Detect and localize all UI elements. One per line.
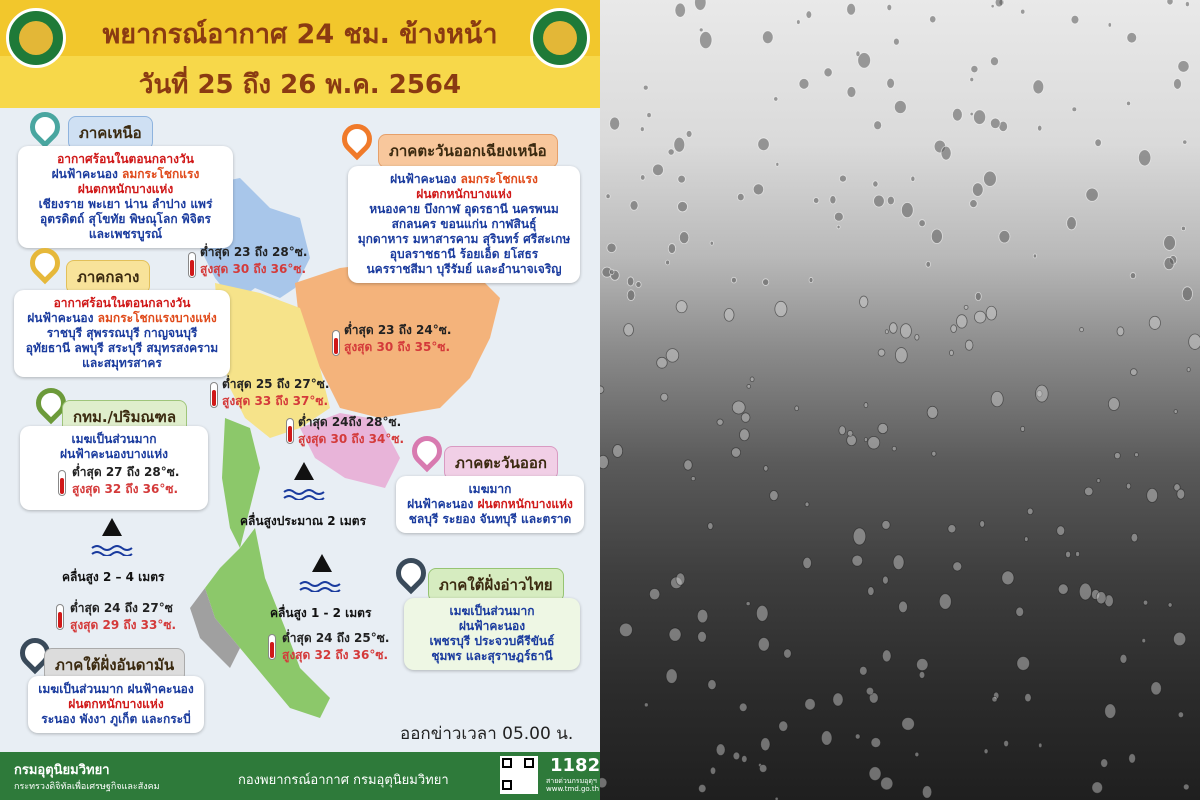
raindrop: [984, 171, 997, 186]
raindrop: [927, 406, 938, 418]
raindrop: [847, 86, 856, 97]
raindrop: [951, 325, 957, 333]
raindrop: [762, 31, 773, 44]
raindrop: [652, 164, 663, 176]
raindrop: [758, 138, 769, 151]
ministry-logo: [6, 8, 66, 68]
raindrop: [1178, 712, 1183, 718]
raindrop: [1096, 592, 1106, 604]
raindrop: [779, 721, 788, 731]
raindrop: [952, 108, 962, 121]
raindrop: [1173, 632, 1185, 645]
raindrop: [895, 348, 907, 363]
raindrop: [1189, 334, 1200, 349]
raindrop: [809, 277, 813, 282]
raindrop: [1147, 488, 1158, 502]
raindrop: [1071, 15, 1079, 24]
raindrop: [746, 602, 750, 606]
raindrop: [1097, 479, 1100, 483]
raindrop: [986, 306, 997, 320]
south-andaman-thermometer-icon: [56, 604, 64, 630]
raindrop: [764, 466, 768, 472]
raindrop: [1080, 328, 1084, 332]
issued-time: ออกข่าวเวลา 05.00 น.: [400, 724, 574, 744]
raindrop: [676, 573, 685, 585]
poster-footer: [0, 752, 600, 800]
raindrop: [853, 528, 866, 545]
raindrop: [887, 78, 895, 88]
raindrop: [1181, 226, 1185, 230]
raindrop: [710, 241, 713, 245]
central-thermometer-icon: [210, 382, 218, 408]
raindrop: [1033, 80, 1044, 94]
raindrop: [1105, 704, 1116, 718]
raindrop: [666, 349, 679, 363]
raindrop: [613, 445, 623, 458]
raindrop: [1017, 656, 1030, 670]
raindrop: [1072, 107, 1077, 112]
raindrop: [1182, 287, 1192, 301]
raindrop: [1117, 327, 1124, 336]
raindrop: [839, 426, 846, 435]
raindrop: [666, 669, 677, 684]
raindrop: [813, 198, 818, 204]
raindrop: [1126, 483, 1130, 489]
raindrop: [1187, 367, 1190, 371]
raindrop: [984, 749, 988, 754]
division-name: กองพยากรณ์อากาศ กรมอุตุนิยมวิทยา: [238, 773, 449, 788]
raindrop: [1142, 638, 1146, 642]
bangkok-temp: ต่ำสุด 27 ถึง 28°ซ. สูงสุด 32 ถึง 36°ซ.: [72, 465, 180, 496]
raindrop: [669, 628, 681, 641]
raindrop: [919, 672, 925, 679]
raindrop: [990, 57, 998, 66]
raindrop: [901, 203, 913, 218]
raindrop: [803, 557, 812, 568]
raindrop: [922, 786, 931, 798]
raindrop: [640, 175, 645, 180]
hotline-number: 1182: [550, 755, 600, 776]
raindrop: [871, 738, 881, 748]
north-box: อากาศร้อนในตอนกลางวัน ฝนฟ้าคะนอง ลมกระโชกแรง ฝนตกหนักบางแห่ง เชียงราย พะเยา น่าน ลำปาง แพร่ อุตรดิตถ์ สุโขทัย พิษณุโลก พิจิตร และเพชรบูรณ์: [18, 146, 233, 248]
raindrop: [1004, 740, 1009, 746]
raindrop: [1174, 410, 1177, 414]
raindrop: [806, 11, 812, 19]
raindrop: [1057, 526, 1065, 536]
raindrop: [833, 693, 843, 706]
raindrop: [1114, 452, 1120, 458]
raindrop: [675, 3, 685, 17]
raindrop: [995, 0, 1003, 7]
raindrop: [1164, 257, 1174, 269]
raindrop: [1101, 759, 1108, 767]
raindrop: [970, 200, 977, 208]
raindrop: [756, 605, 768, 621]
raindrop: [980, 521, 985, 528]
raindrop: [1129, 754, 1136, 763]
qr-code-icon: [500, 756, 538, 794]
east-box: เมฆมาก ฝนฟ้าคะนอง ฝนตกหนักบางแห่ง ชลบุรี ระยอง จันทบุรี และตราด: [396, 476, 584, 533]
raindrop: [972, 183, 983, 197]
raindrop: [600, 455, 608, 468]
boat-icon: [102, 518, 122, 536]
raindrop: [852, 555, 863, 566]
raindrop: [878, 349, 885, 356]
raindrop: [830, 196, 836, 204]
raindrop: [676, 301, 687, 313]
hotline-label: สายด่วนกรมอุตุฯ www.tmd.go.th: [546, 777, 599, 793]
ministry-name: กระทรวงดิจิทัลเพื่อเศรษฐกิจและสังคม: [14, 782, 160, 792]
raindrop: [619, 623, 632, 637]
raindrop: [883, 576, 889, 584]
raindrop: [747, 384, 751, 388]
raindrop: [881, 777, 893, 790]
raindrop: [953, 562, 962, 571]
raindrop: [607, 243, 616, 252]
raindrop: [964, 305, 968, 309]
raindrop: [971, 65, 978, 72]
raindrop: [869, 767, 881, 781]
raindrop: [649, 588, 659, 599]
raindrop: [970, 77, 974, 81]
raindrop: [1092, 782, 1103, 793]
raindrop: [774, 97, 778, 101]
raindrop: [733, 752, 740, 760]
raindrop: [999, 230, 1010, 242]
raindrop: [990, 118, 1000, 128]
raindrop: [666, 260, 670, 265]
south-andaman-title: ภาคใต้ฝั่งอันดามัน: [44, 648, 185, 682]
raindrop: [739, 703, 747, 711]
raindrop: [674, 137, 685, 152]
south-andaman-temp: ต่ำสุด 24 ถึง 27°ซ สูงสุด 29 ถึง 33°ซ.: [70, 601, 177, 632]
bangkok-title: กทม./ปริมณฑล: [62, 400, 187, 434]
raindrop: [1002, 571, 1014, 585]
raindrop: [1168, 603, 1172, 607]
raindrop: [695, 0, 706, 10]
raindrop: [716, 744, 725, 756]
raindrop: [1086, 188, 1098, 201]
raindrop: [941, 146, 951, 160]
raindrop: [885, 330, 888, 334]
raindrop: [1131, 533, 1138, 542]
raindrop: [640, 127, 644, 132]
raindrop: [805, 698, 815, 710]
raindrop: [855, 734, 860, 739]
raindrop: [919, 220, 925, 227]
central-box: อากาศร้อนในตอนกลางวัน ฝนฟ้าคะนอง ลมกระโชกแรงบางแห่ง ราชบุรี สุพรรณบุรี กาญจนบุรี อุทัยธานี ลพบุรี สระบุรี สมุทรสงคราม และสมุทรสาคร: [14, 290, 230, 377]
raindrop: [636, 282, 641, 288]
raindrop: [624, 324, 634, 336]
raindrop: [970, 112, 973, 116]
raindrop: [864, 403, 868, 408]
north-title: ภาคเหนือ: [68, 116, 153, 150]
bangkok-box: เมฆเป็นส่วนมาก ฝนฟ้าคะนองบางแห่ง: [20, 426, 208, 510]
raindrop: [610, 269, 614, 274]
raindrop: [627, 277, 633, 286]
raindrop: [930, 16, 936, 23]
gulf-upper-wave-text: คลื่นสูงประมาณ 2 เมตร: [240, 514, 367, 528]
raindrop: [708, 680, 716, 690]
wave-icon: [90, 544, 134, 556]
poster-header: [0, 0, 600, 108]
raindrop: [868, 587, 874, 596]
raindrop: [992, 696, 997, 701]
raindrop: [610, 117, 620, 130]
south-gulf-temp: ต่ำสุด 24 ถึง 25°ซ. สูงสุด 32 ถึง 36°ซ.: [282, 631, 390, 662]
raindrop: [1033, 254, 1036, 258]
raindrop: [860, 666, 868, 675]
northeast-temp: ต่ำสุด 23 ถึง 24°ซ. สูงสุด 30 ถึง 35°ซ.: [344, 323, 452, 354]
north-temp: ต่ำสุด 23 ถึง 28°ซ. สูงสุด 30 ถึง 36°ซ.: [200, 245, 308, 276]
raindrop: [847, 3, 856, 15]
raindrop: [1130, 369, 1137, 376]
raindrop: [805, 502, 809, 507]
raindrop: [678, 201, 688, 211]
raindrop: [678, 175, 686, 183]
raindrop: [784, 649, 792, 658]
raindrop: [759, 764, 766, 772]
raindrop: [1066, 551, 1071, 557]
east-temp: ต่ำสุด 24ถึง 28°ซ. สูงสุด 30 ถึง 34°ซ.: [298, 415, 405, 446]
raindrop: [710, 767, 715, 774]
raindrop: [1126, 101, 1130, 105]
raindrop: [965, 340, 973, 350]
raindrop: [882, 520, 890, 529]
raindrop: [647, 113, 651, 118]
central-temp: ต่ำสุด 25 ถึง 27°ซ. สูงสุด 33 ถึง 37°ซ.: [222, 377, 330, 408]
raindrop: [839, 175, 846, 182]
raindrop: [894, 38, 900, 45]
raindrop: [753, 184, 763, 195]
raindrop: [932, 451, 936, 456]
raindrop: [1138, 150, 1150, 166]
raindrop: [700, 31, 712, 48]
raindrop: [948, 525, 956, 533]
raindrop: [679, 232, 688, 244]
raindrop: [900, 324, 911, 338]
thailand-map: [0, 108, 600, 748]
raindrop: [878, 423, 888, 433]
raindrop: [627, 290, 635, 301]
raindrop: [1185, 2, 1189, 7]
raindrop: [847, 431, 852, 437]
raindrop: [686, 130, 692, 137]
raindrop: [1039, 743, 1042, 747]
raindrop: [956, 315, 967, 328]
rain-window-photo: [600, 0, 1200, 800]
raindrop: [1167, 0, 1173, 5]
raindrop: [708, 523, 713, 530]
south-gulf-thermometer-icon: [268, 634, 276, 660]
raindrop: [1067, 217, 1077, 230]
raindrop: [797, 20, 801, 25]
raindrop: [770, 490, 778, 500]
raindrop: [600, 778, 607, 788]
raindrop: [975, 292, 981, 300]
raindrop: [873, 181, 878, 187]
raindrop: [874, 195, 885, 207]
raindrop: [668, 244, 675, 254]
raindrop: [742, 755, 747, 762]
raindrop: [894, 100, 906, 113]
raindrop: [1095, 139, 1101, 147]
raindrop: [902, 718, 915, 731]
raindrop: [657, 357, 668, 368]
raindrop: [1021, 9, 1025, 14]
raindrop: [856, 51, 860, 57]
raindrop: [761, 738, 770, 751]
raindrop: [824, 68, 832, 77]
raindrop: [1164, 235, 1176, 250]
raindrop: [915, 334, 919, 340]
raindrop: [893, 555, 904, 570]
raindrop: [795, 406, 799, 411]
raindrop: [1135, 453, 1139, 457]
raindrop: [1127, 32, 1137, 42]
central-title: ภาคกลาง: [66, 260, 150, 294]
raindrop: [741, 413, 750, 422]
raindrop: [887, 196, 894, 204]
raindrop: [1038, 125, 1042, 131]
raindrop: [882, 650, 891, 662]
raindrop: [740, 429, 750, 441]
raindrop: [732, 401, 745, 414]
raindrop: [887, 4, 892, 10]
raindrop: [684, 460, 692, 470]
raindrop: [899, 601, 908, 613]
raindrop: [731, 448, 740, 458]
raindrop: [1108, 398, 1119, 411]
raindrop: [911, 176, 915, 181]
raindrop: [776, 162, 779, 166]
raindrop: [837, 225, 840, 229]
east-title: ภาคตะวันออก: [444, 446, 558, 480]
raindrop: [606, 194, 610, 199]
wave-icon: [298, 580, 342, 592]
raindrop: [698, 631, 707, 642]
raindrop: [697, 609, 708, 622]
raindrops-svg: [600, 0, 1200, 800]
raindrop: [917, 659, 928, 671]
raindrop: [926, 261, 931, 267]
raindrop: [1183, 140, 1187, 144]
south-gulf-box: เมฆเป็นส่วนมาก ฝนฟ้าคะนอง เพชรบุรี ประจวบคีรีขันธ์ ชุมพร และสุราษฎร์ธานี: [404, 598, 580, 670]
raindrop: [1027, 508, 1033, 514]
gulf-lower-wave-text: คลื่นสูง 1 - 2 เมตร: [270, 606, 372, 620]
dept-name: กรมอุตุนิยมวิทยา: [14, 763, 110, 778]
raindrop: [1177, 489, 1185, 499]
south-gulf-title: ภาคใต้ฝั่งอ่าวไทย: [428, 568, 564, 602]
raindrop: [864, 438, 867, 442]
raindrop: [717, 419, 723, 425]
raindrop: [731, 277, 736, 283]
raindrop: [1149, 316, 1160, 329]
raindrop: [950, 350, 954, 355]
raindrop: [799, 79, 809, 90]
northeast-title: ภาคตะวันออกเฉียงเหนือ: [378, 134, 558, 168]
raindrop: [1143, 600, 1147, 605]
raindrop: [1120, 654, 1127, 663]
northeast-box: ฝนฟ้าคะนอง ลมกระโชกแรง ฝนตกหนักบางแห่ง หนองคาย บึงกาฬ อุดรธานี นครพนม สกลนคร ขอนแก่น กาฬสินธุ์ มุกดาหาร มหาสารคาม สุรินทร์ ศรีสะเกษ อุบลราชธานี ร้อยเอ็ด ยโสธร นครราชสีมา บุรีรัมย์ และอำนาจเจริญ: [348, 166, 580, 283]
raindrop: [630, 201, 638, 211]
raindrop: [991, 4, 994, 7]
raindrop: [1084, 487, 1092, 496]
raindrop: [661, 393, 668, 401]
east-thermometer-icon: [286, 418, 294, 444]
raindrop: [1025, 694, 1032, 702]
north-thermometer-icon: [188, 252, 196, 278]
raindrop: [1076, 551, 1080, 556]
raindrop: [1183, 784, 1189, 790]
raindrop: [939, 594, 951, 610]
raindrop: [668, 149, 674, 155]
raindrop: [1021, 426, 1025, 431]
raindrop: [763, 279, 769, 286]
raindrop: [750, 377, 754, 382]
raindrop: [737, 193, 744, 200]
raindrop: [868, 436, 880, 449]
south-andaman-box: เมฆเป็นส่วนมาก ฝนฟ้าคะนอง ฝนตกหนักบางแห่ง ระนอง พังงา ภูเก็ต และกระบี่: [28, 676, 204, 733]
raindrop: [1079, 583, 1091, 600]
raindrop: [860, 296, 868, 307]
raindrop: [699, 28, 703, 32]
raindrop: [1178, 61, 1189, 73]
poster-date: วันที่ 25 ถึง 26 พ.ค. 2564: [138, 70, 462, 100]
poster-title: พยากรณ์อากาศ 24 ชม. ข้างหน้า: [102, 19, 498, 50]
raindrop: [821, 731, 832, 745]
raindrop: [1036, 385, 1049, 402]
raindrop: [1108, 23, 1111, 28]
raindrop: [1016, 607, 1024, 616]
raindrop: [991, 391, 1003, 406]
raindrop: [1174, 79, 1182, 90]
raindrop: [775, 301, 787, 316]
raindrop: [866, 687, 873, 695]
raindrop: [834, 212, 843, 221]
raindrop: [931, 229, 942, 243]
raindrop: [874, 121, 882, 130]
tmd-logo: [530, 8, 590, 68]
raindrop: [699, 784, 706, 792]
raindrop: [1130, 273, 1135, 279]
raindrop: [974, 311, 985, 323]
raindrop: [889, 323, 897, 334]
raindrop: [643, 85, 648, 90]
raindrop: [1025, 537, 1029, 542]
raindrop: [644, 703, 648, 707]
raindrop: [974, 110, 986, 125]
raindrop: [1058, 584, 1068, 594]
raindrop: [1151, 682, 1161, 695]
boat-icon: [294, 462, 314, 480]
bangkok-thermometer-icon: [58, 470, 66, 496]
northeast-thermometer-icon: [332, 330, 340, 356]
raindrop: [892, 446, 896, 451]
raindrop: [691, 476, 695, 480]
boat-icon: [312, 554, 332, 572]
andaman-wave-text: คลื่นสูง 2 – 4 เมตร: [62, 570, 165, 584]
wave-icon: [282, 488, 326, 500]
raindrop: [758, 637, 769, 651]
raindrop: [600, 386, 604, 394]
raindrop: [724, 308, 734, 321]
raindrop: [915, 752, 919, 756]
